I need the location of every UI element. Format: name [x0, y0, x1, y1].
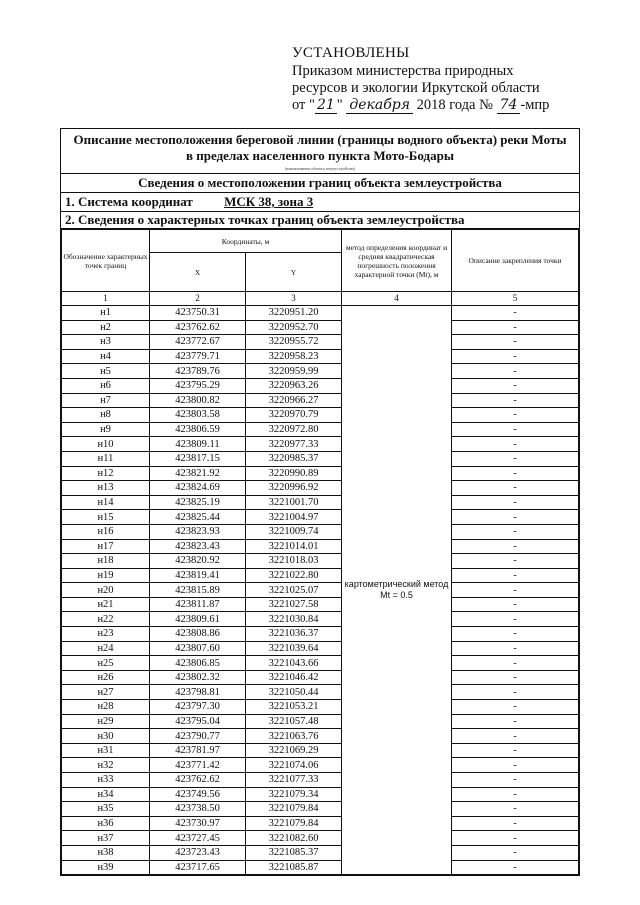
point-name: н33: [62, 773, 150, 788]
table-row: [62, 612, 579, 627]
coord-y: 3221046.42: [246, 670, 342, 685]
fix-description: -: [452, 364, 579, 379]
fix-description: -: [452, 656, 579, 671]
approval-stamp: [292, 45, 592, 114]
table-row: [62, 568, 579, 583]
point-name: н19: [62, 568, 150, 583]
fix-description: -: [452, 685, 579, 700]
point-name: н25: [62, 656, 150, 671]
coord-y: 3220985.37: [246, 451, 342, 466]
table-row: [62, 437, 579, 452]
table-row: [62, 524, 579, 539]
fix-description: -: [452, 466, 579, 481]
fix-description: -: [452, 568, 579, 583]
coord-x: 423779.71: [150, 349, 246, 364]
coord-x: 423807.60: [150, 641, 246, 656]
point-name: н29: [62, 714, 150, 729]
coord-y: 3221077.33: [246, 773, 342, 788]
fix-description: -: [452, 787, 579, 802]
fix-description: -: [452, 860, 579, 875]
coord-x: 423817.15: [150, 451, 246, 466]
point-name: н27: [62, 685, 150, 700]
fix-description: -: [452, 408, 579, 423]
coord-y: 3221069.29: [246, 743, 342, 758]
fix-description: -: [452, 510, 579, 525]
table-row: [62, 495, 579, 510]
date-prefix: от ": [292, 97, 315, 113]
coord-y: 3221082.60: [246, 831, 342, 846]
table-row: [62, 656, 579, 671]
fix-description: -: [452, 700, 579, 715]
fix-description: -: [452, 743, 579, 758]
table-row: [62, 466, 579, 481]
table-row: [62, 378, 579, 393]
handwritten-order-number: 74: [497, 97, 521, 114]
point-name: н32: [62, 758, 150, 773]
coord-x: 423825.19: [150, 495, 246, 510]
table-row: [62, 364, 579, 379]
coord-x: 423727.45: [150, 831, 246, 846]
fix-description: -: [452, 641, 579, 656]
coord-x: 423797.30: [150, 700, 246, 715]
point-name: н20: [62, 583, 150, 598]
coord-x: 423723.43: [150, 845, 246, 860]
coord-x: 423750.31: [150, 306, 246, 321]
coord-y: 3221004.97: [246, 510, 342, 525]
column-number: 4: [342, 292, 452, 306]
table-row: [62, 539, 579, 554]
fix-description: -: [452, 612, 579, 627]
coord-x: 423789.76: [150, 364, 246, 379]
coord-y: 3220952.70: [246, 320, 342, 335]
coord-x: 423802.32: [150, 670, 246, 685]
coord-x: 423806.85: [150, 656, 246, 671]
point-name: н5: [62, 364, 150, 379]
coordinate-system-value: МСК 38, зона 3: [224, 194, 314, 209]
fix-description: -: [452, 802, 579, 817]
coord-x: 423808.86: [150, 627, 246, 642]
table-row: [62, 422, 579, 437]
coord-y: 3220963.26: [246, 378, 342, 393]
coord-y: 3221079.84: [246, 802, 342, 817]
point-name: н35: [62, 802, 150, 817]
table-row: [62, 451, 579, 466]
column-number: 2: [150, 292, 246, 306]
order-suffix: -мпр: [520, 97, 550, 113]
coord-x: 423800.82: [150, 393, 246, 408]
point-name: н21: [62, 597, 150, 612]
table-row: [62, 627, 579, 642]
object-description: Описание местоположения береговой линии (границы водного объекта) реки Моты в пределах населенного пункта Мото-Бодары: [73, 132, 567, 163]
coordinate-system-label: 1. Система координат: [65, 194, 193, 209]
fix-description: -: [452, 422, 579, 437]
coord-x: 423772.67: [150, 335, 246, 350]
coord-y: 3221079.84: [246, 816, 342, 831]
table-row: [62, 349, 579, 364]
coord-y: 3220996.92: [246, 481, 342, 496]
fix-description: -: [452, 378, 579, 393]
coord-y: 3221027.58: [246, 597, 342, 612]
point-name: н31: [62, 743, 150, 758]
approval-title: УСТАНОВЛЕНЫ: [292, 45, 410, 61]
fix-description: -: [452, 831, 579, 846]
table-row: [62, 787, 579, 802]
point-name: н18: [62, 554, 150, 569]
point-name: н15: [62, 510, 150, 525]
section-title: Сведения о местоположении границ объекта землеустройства: [61, 174, 579, 193]
header-fix: Описание закрепления точки: [452, 230, 579, 292]
table-row: [62, 510, 579, 525]
coord-x: 423781.97: [150, 743, 246, 758]
point-name: н12: [62, 466, 150, 481]
point-name: н38: [62, 845, 150, 860]
point-name: н28: [62, 700, 150, 715]
table-row: [62, 729, 579, 744]
fix-description: -: [452, 349, 579, 364]
coord-y: 3221030.84: [246, 612, 342, 627]
point-name: н30: [62, 729, 150, 744]
document-frame: [60, 128, 580, 876]
handwritten-day: 21: [316, 97, 335, 113]
coord-y: 3221074.06: [246, 758, 342, 773]
coord-y: 3221025.07: [246, 583, 342, 598]
coord-y: 3221057.48: [246, 714, 342, 729]
fix-description: -: [452, 524, 579, 539]
point-name: н39: [62, 860, 150, 875]
approval-date-line: [292, 97, 592, 114]
coord-x: 423771.42: [150, 758, 246, 773]
table-row: [62, 554, 579, 569]
coord-x: 423809.61: [150, 612, 246, 627]
table-row: [62, 831, 579, 846]
table-row: [62, 845, 579, 860]
coord-x: 423795.04: [150, 714, 246, 729]
coord-y: 3221039.64: [246, 641, 342, 656]
approval-line-1: Приказом министерства природных: [292, 63, 514, 79]
fix-description: -: [452, 670, 579, 685]
point-name: н24: [62, 641, 150, 656]
coord-x: 423730.97: [150, 816, 246, 831]
point-name: н36: [62, 816, 150, 831]
point-name: н7: [62, 393, 150, 408]
fix-description: -: [452, 554, 579, 569]
table-row: [62, 685, 579, 700]
coord-y: 3221050.44: [246, 685, 342, 700]
fix-description: -: [452, 845, 579, 860]
coord-y: 3220958.23: [246, 349, 342, 364]
point-name: н11: [62, 451, 150, 466]
coord-y: 3220990.89: [246, 466, 342, 481]
table-row: [62, 816, 579, 831]
table-row: [62, 802, 579, 817]
table-row: [62, 758, 579, 773]
handwritten-month: декабря: [346, 97, 413, 114]
points-table-body: [62, 306, 579, 875]
object-description-note: (наименование объекта землеустройства): [61, 166, 579, 174]
coord-y: 3221043.66: [246, 656, 342, 671]
coord-x: 423762.62: [150, 320, 246, 335]
point-name: н9: [62, 422, 150, 437]
fix-description: -: [452, 758, 579, 773]
fix-description: -: [452, 729, 579, 744]
point-name: н13: [62, 481, 150, 496]
table-row: [62, 743, 579, 758]
coord-y: 3221036.37: [246, 627, 342, 642]
coord-y: 3221001.70: [246, 495, 342, 510]
table-row: [62, 700, 579, 715]
coord-y: 3220951.20: [246, 306, 342, 321]
point-name: н22: [62, 612, 150, 627]
column-number: 5: [452, 292, 579, 306]
coord-x: 423798.81: [150, 685, 246, 700]
coord-x: 423790.77: [150, 729, 246, 744]
approval-line-2: ресурсов и экологии Иркутской области: [292, 80, 540, 96]
coord-x: 423823.93: [150, 524, 246, 539]
coord-y: 3221085.87: [246, 860, 342, 875]
point-name: н16: [62, 524, 150, 539]
coord-x: 423823.43: [150, 539, 246, 554]
table-row: [62, 714, 579, 729]
point-name: н23: [62, 627, 150, 642]
coord-x: 423806.59: [150, 422, 246, 437]
table-row: [62, 583, 579, 598]
fix-description: -: [452, 597, 579, 612]
coord-x: 423811.87: [150, 597, 246, 612]
fix-description: -: [452, 773, 579, 788]
table-row: [62, 320, 579, 335]
table-row: [62, 481, 579, 496]
date-year: 2018 года №: [416, 97, 493, 113]
fix-description: -: [452, 306, 579, 321]
method-value: картометрический метод Mt = 0.5: [342, 306, 452, 875]
table-row: [62, 335, 579, 350]
fix-description: -: [452, 335, 579, 350]
coord-y: 3221009.74: [246, 524, 342, 539]
coord-y: 3221014.01: [246, 539, 342, 554]
coord-x: 423795.29: [150, 378, 246, 393]
fix-description: -: [452, 495, 579, 510]
point-name: н26: [62, 670, 150, 685]
point-name: н34: [62, 787, 150, 802]
coord-y: 3221053.21: [246, 700, 342, 715]
coord-x: 423821.92: [150, 466, 246, 481]
coord-y: 3220970.79: [246, 408, 342, 423]
coord-x: 423825.44: [150, 510, 246, 525]
header-point: Обозначение характерных точек границ: [62, 230, 150, 292]
table-row: [62, 393, 579, 408]
point-name: н1: [62, 306, 150, 321]
fix-description: -: [452, 627, 579, 642]
coord-y: 3221085.37: [246, 845, 342, 860]
table-row: [62, 670, 579, 685]
point-name: н37: [62, 831, 150, 846]
fix-description: -: [452, 539, 579, 554]
date-quote: ": [336, 97, 343, 113]
header-y: Y: [246, 253, 342, 292]
fix-description: -: [452, 320, 579, 335]
coord-y: 3221018.03: [246, 554, 342, 569]
table-row: [62, 860, 579, 875]
coord-x: 423824.69: [150, 481, 246, 496]
coordinate-system-line: [61, 193, 579, 212]
fix-description: -: [452, 393, 579, 408]
fix-description: -: [452, 481, 579, 496]
header-coords: Координаты, м: [150, 230, 342, 253]
coord-x: 423815.89: [150, 583, 246, 598]
coord-x: 423803.58: [150, 408, 246, 423]
fix-description: -: [452, 583, 579, 598]
coord-y: 3221022.80: [246, 568, 342, 583]
coord-y: 3220972.80: [246, 422, 342, 437]
point-name: н14: [62, 495, 150, 510]
table-row: [62, 306, 579, 321]
points-title: 2. Сведения о характерных точках границ объекта землеустройства: [61, 212, 579, 229]
point-name: н6: [62, 378, 150, 393]
table-row: [62, 408, 579, 423]
fix-description: -: [452, 816, 579, 831]
point-name: н3: [62, 335, 150, 350]
coord-x: 423819.41: [150, 568, 246, 583]
point-name: н4: [62, 349, 150, 364]
point-name: н10: [62, 437, 150, 452]
fix-description: -: [452, 451, 579, 466]
points-table: [61, 229, 579, 875]
fix-description: -: [452, 714, 579, 729]
coord-x: 423820.92: [150, 554, 246, 569]
coord-x: 423749.56: [150, 787, 246, 802]
coord-y: 3220959.99: [246, 364, 342, 379]
point-name: н8: [62, 408, 150, 423]
coord-y: 3221063.76: [246, 729, 342, 744]
point-name: н2: [62, 320, 150, 335]
header-method: метод определения координат и средняя квадратическая погрешность положения характерной точки (Mt), м: [342, 230, 452, 292]
coord-x: 423762.62: [150, 773, 246, 788]
column-number: 3: [246, 292, 342, 306]
coord-y: 3220955.72: [246, 335, 342, 350]
fix-description: -: [452, 437, 579, 452]
coord-y: 3220977.33: [246, 437, 342, 452]
column-number: 1: [62, 292, 150, 306]
header-x: X: [150, 253, 246, 292]
table-row: [62, 773, 579, 788]
coord-x: 423738.50: [150, 802, 246, 817]
coord-y: 3220966.27: [246, 393, 342, 408]
table-row: [62, 641, 579, 656]
table-row: [62, 597, 579, 612]
coord-x: 423717.65: [150, 860, 246, 875]
coord-y: 3221079.34: [246, 787, 342, 802]
coord-x: 423809.11: [150, 437, 246, 452]
point-name: н17: [62, 539, 150, 554]
